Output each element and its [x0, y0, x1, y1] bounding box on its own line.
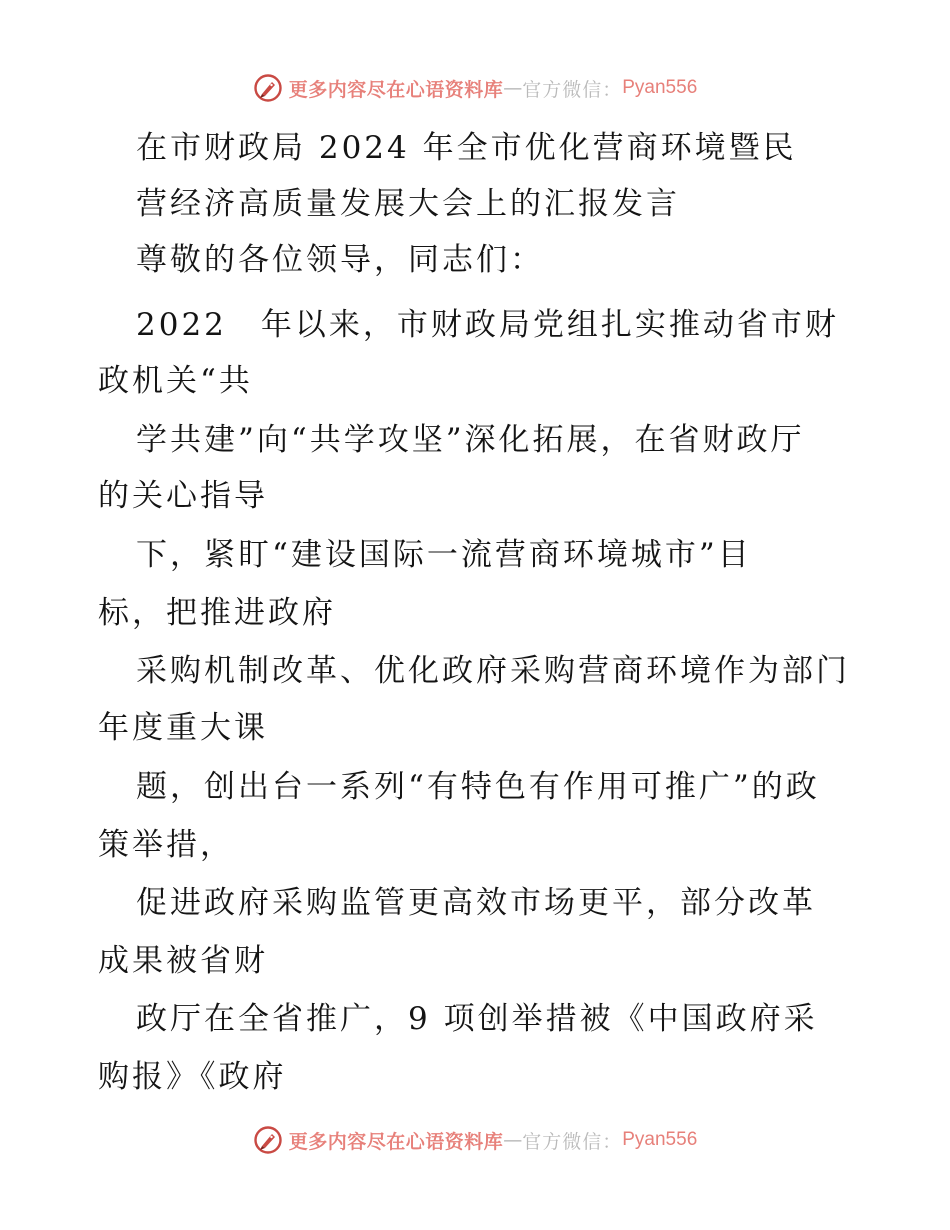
body-line: 学共建”向“共学攻坚”深化拓展，在省财政厅: [136, 422, 805, 458]
document-title-line-2: 营经济高质量发展大会上的汇报发言: [136, 186, 680, 222]
body-line: 政厅在全省推广，9 项创举措被《中国政府采: [136, 1001, 818, 1037]
body-line: 促进政府采购监管更高效市场更平，部分改革: [136, 885, 816, 921]
body-line: 政机关“共: [98, 363, 253, 399]
body-line: 购报》《政府: [98, 1059, 287, 1095]
document-title-line-1: 在市财政局 2024 年全市优化营商环境暨民: [136, 130, 797, 166]
footer-watermark: [0, 1120, 950, 1160]
body-line: 2022 年以来，市财政局党组扎实推动省市财: [136, 307, 839, 343]
watermark-main-text: 更多内容尽在心语资料库: [288, 1130, 504, 1153]
body-line: 成果被省财: [98, 943, 268, 979]
body-line: 年度重大课: [98, 710, 268, 746]
body-line: 题，创出台一系列“有特色有作用可推广”的政: [136, 769, 820, 805]
watermark-main-text: 更多内容尽在心语资料库: [288, 78, 504, 101]
pen-nib-logo-icon: [253, 1125, 283, 1155]
watermark-separator: —: [503, 77, 523, 99]
body-line: 的关心指导: [98, 478, 268, 514]
watermark-label: 官方微信：: [522, 1130, 623, 1153]
document-greeting: 尊敬的各位领导，同志们：: [136, 242, 544, 278]
body-line: 标，把推进政府: [98, 595, 336, 631]
watermark-label: 官方微信：: [522, 78, 623, 101]
body-line: 下，紧盯“建设国际一流营商环境城市”目: [136, 537, 752, 573]
watermark-wechat-id: Pyan556: [622, 77, 698, 98]
watermark-separator: —: [503, 1129, 523, 1151]
body-line: 采购机制改革、优化政府采购营商环境作为部门: [136, 653, 850, 689]
watermark-wechat-id: Pyan556: [622, 1129, 698, 1150]
body-line: 策举措，: [98, 827, 234, 863]
